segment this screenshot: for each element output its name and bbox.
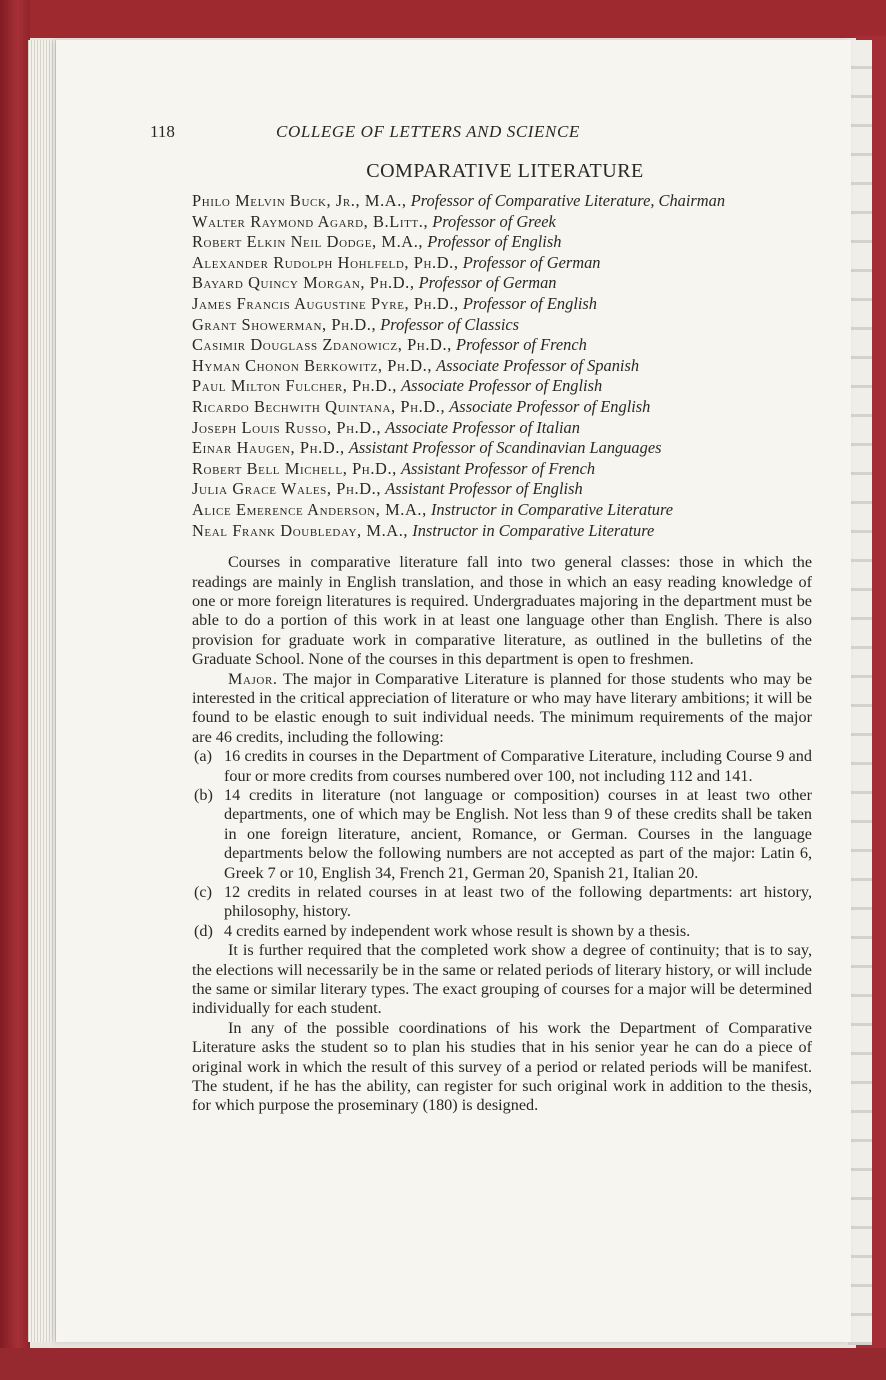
faculty-title: Associate Professor of Spanish	[436, 355, 640, 375]
requirement-item	[192, 786, 812, 883]
faculty-title: Professor of Comparative Literature, Chairman	[410, 191, 726, 210]
faculty-entry	[192, 253, 812, 274]
faculty-entry	[192, 294, 812, 315]
faculty-title: Professor of English	[427, 232, 562, 252]
faculty-name: Paul Milton Fulcher, Ph.D.,	[192, 376, 397, 396]
section-title: COMPARATIVE LITERATURE	[366, 160, 644, 182]
requirements-list	[192, 747, 812, 941]
faculty-entry	[192, 418, 812, 439]
faculty-title: Professor of German	[462, 252, 601, 272]
faculty-title: Assistant Professor of Scandinavian Languages	[348, 438, 662, 458]
faculty-entry	[192, 500, 812, 521]
book-cover-left	[0, 0, 30, 1380]
book-cover-bottom	[0, 1348, 886, 1380]
faculty-name: Julia Grace Wales, Ph.D.,	[192, 479, 382, 499]
requirement-letter: (c)	[194, 883, 212, 901]
running-title: COLLEGE OF LETTERS AND SCIENCE	[276, 122, 580, 141]
major-paragraph	[192, 670, 812, 748]
faculty-entry	[192, 335, 812, 356]
faculty-entry	[192, 232, 812, 253]
faculty-title: Associate Professor of Italian	[385, 417, 580, 437]
coordination-paragraph: In any of the possible coordinations of his work the Department of Comparative Literature asks the student so to plan his studies that in his senior year he can do a piece of original work in which the result of this survey of a period or related periods will be manifest. The student, if he has the ability, can register for such original work in addition to the thesis, for which purpose the proseminary (180) is designed.	[192, 1018, 812, 1115]
faculty-name: Walter Raymond Agard, B.Litt.,	[192, 211, 429, 231]
intro-paragraph: Courses in comparative literature fall into two general classes: those in which the readings are mainly in English translation, and those in which an easy reading knowledge of one or more foreign literatures is required. Undergraduates majoring in the department must be able to do a portion of this work in at least one language other than English. There is also provision for graduate work in comparative literature, as outlined in the bulletins of the Graduate School. None of the courses in this department is open to freshmen.	[192, 553, 812, 669]
faculty-title: Assistant Professor of French	[400, 458, 596, 478]
faculty-entry	[192, 273, 812, 294]
faculty-entry	[192, 459, 812, 480]
faculty-entry	[192, 521, 812, 542]
requirement-item	[192, 747, 812, 786]
faculty-entry	[192, 315, 812, 336]
faculty-entry	[192, 479, 812, 500]
requirement-letter: (b)	[194, 785, 213, 804]
faculty-name: Robert Bell Michell, Ph.D.,	[192, 458, 397, 478]
faculty-name: Neal Frank Doubleday, M.A.,	[192, 520, 409, 540]
faculty-entry	[192, 438, 812, 459]
faculty-entry	[192, 212, 812, 233]
faculty-list	[136, 191, 812, 541]
faculty-name: Alice Emerence Anderson, M.A.,	[192, 499, 427, 519]
faculty-name: Joseph Louis Russo, Ph.D.,	[192, 417, 382, 437]
requirement-text: 4 credits earned by independent work whose result is shown by a thesis.	[224, 921, 691, 940]
faculty-title: Associate Professor of English	[401, 376, 603, 396]
faculty-name: Einar Haugen, Ph.D.,	[192, 438, 345, 458]
faculty-title: Instructor in Comparative Literature	[430, 499, 673, 519]
faculty-title: Assistant Professor of English	[385, 479, 583, 499]
major-label: Major.	[228, 669, 278, 688]
faculty-title: Instructor in Comparative Literature	[412, 520, 655, 540]
faculty-name: Casimir Douglass Zdanowicz, Ph.D.,	[192, 335, 452, 355]
running-head	[136, 120, 812, 150]
faculty-title: Professor of Classics	[380, 314, 520, 334]
faculty-name: Ricardo Bechwith Quintana, Ph.D.,	[192, 396, 446, 416]
requirement-item	[192, 922, 812, 941]
continuity-paragraph: It is further required that the completed work show a degree of continuity; that is to say, the elections will necessarily be in the same or related periods of literary history, or will include the same or similar literary types. The exact grouping of courses for a major will be determined individually for each student.	[192, 941, 812, 1018]
page-text	[136, 120, 812, 1116]
requirement-text: 12 credits in related courses in at least two of the following departments: art history, philosophy, history.	[224, 883, 812, 921]
faculty-title: Associate Professor of English	[449, 396, 651, 416]
faculty-entry	[192, 397, 812, 418]
faculty-entry	[192, 376, 812, 397]
faculty-name: Bayard Quincy Morgan, Ph.D.,	[192, 273, 415, 293]
underlying-page-edge	[848, 40, 872, 1345]
faculty-title: Professor of French	[455, 335, 587, 355]
book-cover-top	[0, 0, 886, 38]
requirement-item	[192, 883, 812, 922]
requirement-text: 16 credits in courses in the Department of Comparative Literature, including Course 9 and four or more credits from courses numbered over 100, not including 112 and 141.	[224, 747, 812, 785]
faculty-title: Professor of Greek	[432, 211, 556, 231]
requirement-letter: (a)	[194, 747, 212, 766]
faculty-name: James Francis Augustine Pyre, Ph.D.,	[192, 293, 459, 313]
faculty-name: Robert Elkin Neil Dodge, M.A.,	[192, 232, 424, 252]
requirement-text: 14 credits in literature (not language or composition) courses in at least two other departments, one of which may be English. Not less than 9 of these credits shall be taken in one foreign literature, ancient, Romance, or German. Courses in the language departments below the following numbers are not accepted as part of the major: Latin 6, Greek 7 or 10, English 34, French 21, German 20, Spanish 21, Italian 20.	[224, 785, 812, 882]
faculty-name: Alexander Rudolph Hohlfeld, Ph.D.,	[192, 252, 459, 272]
page-number: 118	[150, 122, 175, 141]
faculty-title: Professor of English	[462, 293, 597, 313]
faculty-name: Philo Melvin Buck, Jr., M.A.,	[192, 191, 407, 210]
faculty-entry	[192, 356, 812, 377]
faculty-title: Professor of German	[418, 273, 557, 293]
faculty-name: Hyman Chonon Berkowitz, Ph.D.,	[192, 355, 433, 375]
requirement-letter: (d)	[194, 921, 213, 940]
faculty-entry	[192, 191, 812, 212]
major-text: The major in Comparative Literature is planned for those students who may be interested in the critical appreciation of literature or who may have literary ambitions; it will be found to be elastic enough to suit individual needs. The minimum requirements of the major are 46 credits, including the following:	[192, 669, 812, 746]
faculty-name: Grant Showerman, Ph.D.,	[192, 314, 377, 334]
